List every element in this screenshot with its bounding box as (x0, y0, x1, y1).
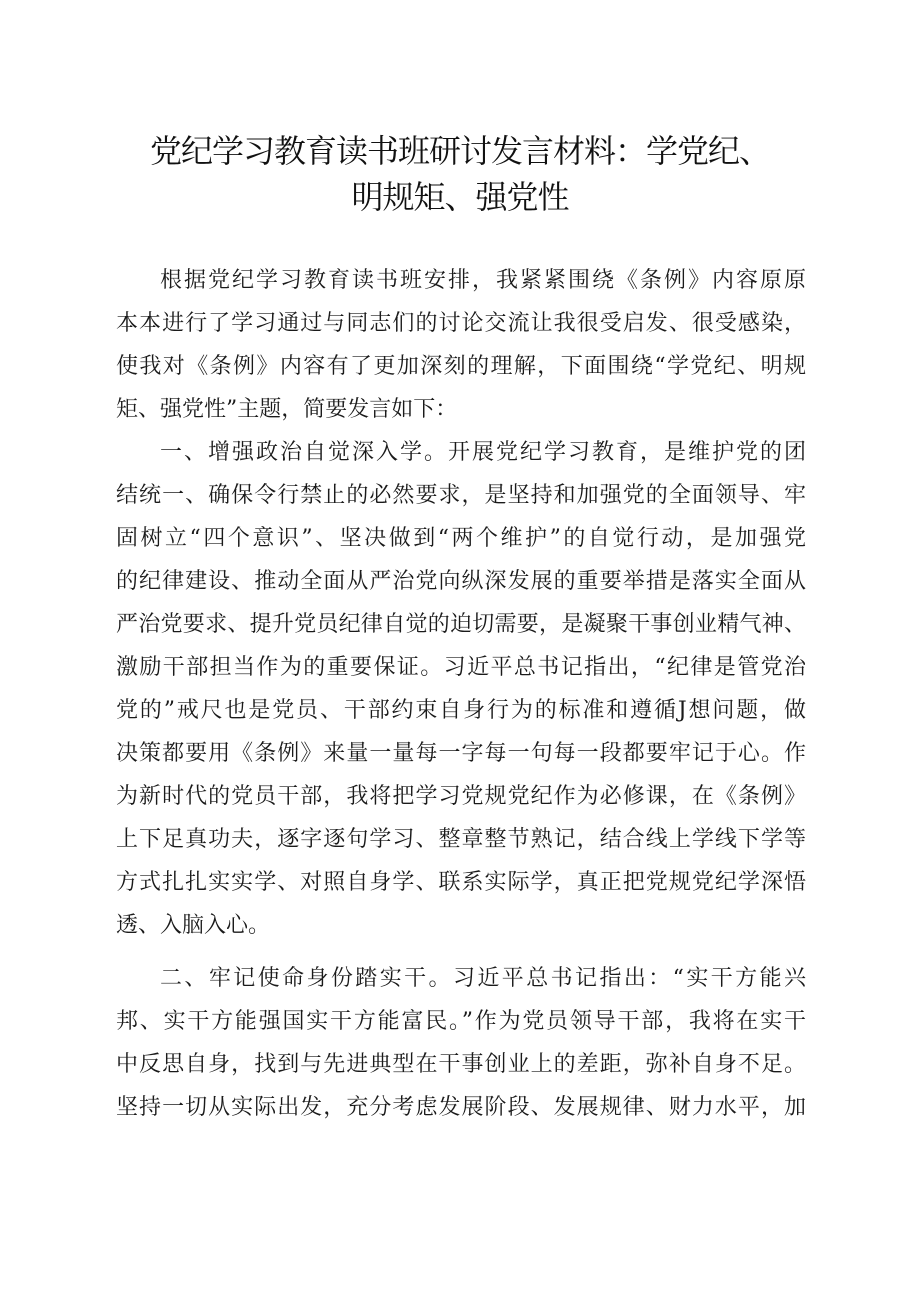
text-line: 使我对《条例》内容有了更加深刻的理解，下面围绕“学党纪、明规 (116, 354, 806, 379)
text-line: 严治党要求、提升党员纪律自觉的迫切需要，是凝聚干事创业精气神、 (116, 612, 806, 637)
text-line: 邦、实干方能强国实干方能富民。”作为党员领导干部，我将在实干 (116, 1009, 806, 1034)
text-line: 一、增强政治自觉深入学。开展党纪学习教育，是维护党的团 (160, 440, 806, 465)
text-line: 矩、强党性”主题，简要发言如下： (116, 397, 458, 422)
title-line-2: 明规矩、强党性 (351, 178, 569, 216)
text-line: 的纪律建设、推动全面从严治党向纵深发展的重要举措是落实全面从 (116, 569, 806, 594)
text-line: 本本进行了学习通过与同志们的讨论交流让我很受启发、很受感染， (116, 311, 806, 336)
document-body (116, 259, 806, 1129)
paragraph-gap (116, 947, 806, 957)
text-line: 中反思自身，找到与先进典型在干事创业上的差距，弥补自身不足。 (116, 1052, 806, 1077)
text-line: 党的”戒尺也是党员、干部约束自身行为的标准和遵循J想问题，做 (116, 698, 806, 723)
text-line: 上下足真功夫，逐字逐句学习、整章整节熟记，结合线上学线下学等 (116, 827, 806, 852)
text-line: 固树立“四个意识”、坚决做到“两个维护”的自觉行动，是加强党 (116, 526, 806, 551)
text-line: 坚持一切从实际出发，充分考虑发展阶段、发展规律、财力水平，加 (116, 1095, 806, 1120)
text-line: 为新时代的党员干部，我将把学习党规党纪作为必修课，在《条例》 (116, 784, 806, 809)
paragraph-section-2 (116, 957, 806, 1129)
text-line: 结统一、确保令行禁止的必然要求，是坚持和加强党的全面领导、牢 (116, 483, 806, 508)
paragraph-section-1 (116, 431, 806, 947)
text-line: 根据党纪学习教育读书班安排，我紧紧围绕《条例》内容原原 (160, 268, 806, 293)
text-line: 激励干部担当作为的重要保证。习近平总书记指出，“纪律是管党治 (116, 655, 806, 680)
document-title (0, 128, 920, 220)
text-line: 决策都要用《条例》来量一量每一字每一句每一段都要牢记于心。作 (116, 741, 806, 766)
text-line: 方式扎扎实实学、对照自身学、联系实际学，真正把党规党纪学深悟 (116, 870, 806, 895)
title-line-1: 党纪学习教育读书班研讨发言材料：学党纪、 (149, 132, 770, 170)
text-line: 透、入脑入心。 (116, 913, 271, 938)
paragraph-intro (116, 259, 806, 431)
text-line: 二、牢记使命身份踏实干。习近平总书记指出：“实干方能兴 (160, 966, 806, 991)
